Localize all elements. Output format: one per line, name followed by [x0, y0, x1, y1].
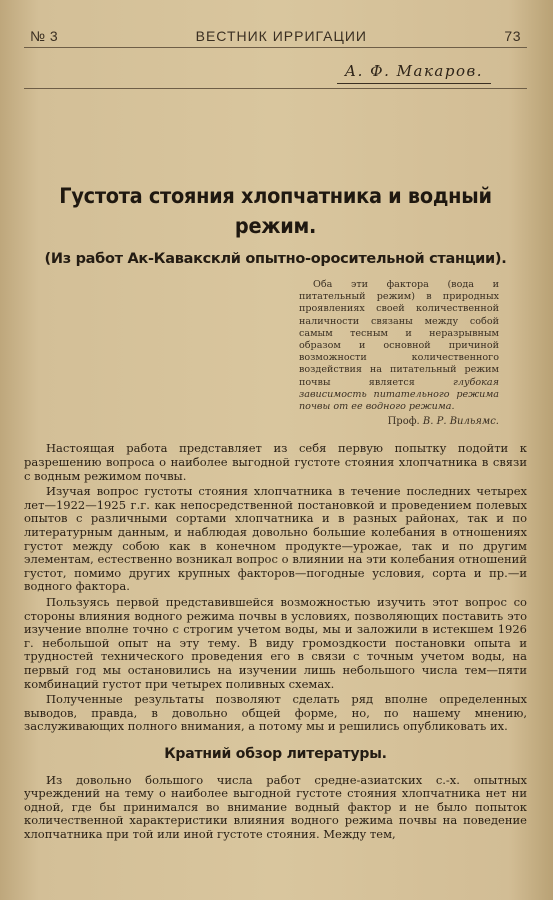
article-subtitle: (Из работ Ак-Каваксклй опытно-оросительной станции). — [44, 251, 507, 267]
page-number: 73 — [504, 28, 521, 44]
section-heading: Кратний обзор литературы. — [164, 745, 387, 762]
body-paragraph: Настоящая работа представляет из себя первую попытку подойти к разрешению вопроса о наиболее выгодной густоте стояния хлопчатника в связи с водным режимом почвы. — [24, 441, 527, 483]
epigraph — [299, 279, 499, 428]
author-line — [24, 62, 491, 84]
epigraph-signature-name: В. Р. Вильямс. — [422, 416, 499, 428]
author-name: А. Ф. Макаров. — [337, 62, 491, 84]
author-rule — [24, 88, 527, 89]
issue-number: № 3 — [30, 28, 59, 44]
epigraph-text — [299, 279, 499, 413]
running-header — [24, 28, 527, 48]
epigraph-signature — [299, 416, 499, 428]
article-body — [24, 442, 527, 841]
section-paragraph: Из довольно большого числа работ средне-азиатских с.-х. опытных учреждений на тему о наиболее выгодной густоте стояния хлопчатника нет ни одной, где бы принимался во внимание водный фактор и не было попыток количественной характеристики влияния водного режима почвы на поведение хлопчатника при той или иной густоте стояния. Между тем, — [24, 772, 527, 841]
body-paragraph: Изучая вопрос густоты стояния хлопчатника в течение последних четырех лет—1922—1925 г.г. как непосредственной постановкой и проведением полевых опытов с различными сортами хлопчатника и в разных районах, так и по литературным данным, и наблюдая довольно большие колебания в отношениях густот между собою как в конечном продукте—урожае, так и по другим элементам, естественно возникал вопрос о влиянии на эти колебания отношений густот, помимо других крупных факторов—погодные условия, сорта и пр.—и водного фактора. — [24, 484, 527, 594]
epigraph-signature-prefix: Проф. — [387, 416, 423, 428]
journal-title: ВЕСТНИК ИРРИГАЦИИ — [195, 28, 367, 44]
epigraph-text-italic: глубокая зависимость питательного режима почвы от ее водного режима. — [299, 376, 499, 413]
article-title: Густота стояния хлопчатника и водный режим. — [59, 184, 492, 238]
epigraph-text-plain: Оба эти фактора (вода и питательный режим) в природных проявлениях своей количественной наличности связаны между собой самым тесным и неразрывным образом и основной причиной возможности количественного воздействия на питательный режим почвы является — [299, 279, 499, 388]
body-paragraph: Полученные результаты позволяют сделать ряд вполне определенных выводов, правда, в довольно общей форме, но, по нашему мнению, заслуживающих полного внимания, а потому мы и решились опубликовать их. — [24, 692, 527, 734]
body-paragraph: Пользуясь первой представившейся возможностью изучить этот вопрос со стороны влияния водного режима почвы в условиях, позволяющих поставить это изучение вполне точно с строгим учетом воды, мы и заложили в истекшем 1926 г. небольшой опыт на эту тему. В виду громоздкости постановки опыта и трудностей технического проведения его в связи с точным учетом воды, на первый год мы остановились на изучении лишь небольшого числа тем—пяти комбинаций густот при четырех поливных схемах. — [24, 594, 527, 691]
